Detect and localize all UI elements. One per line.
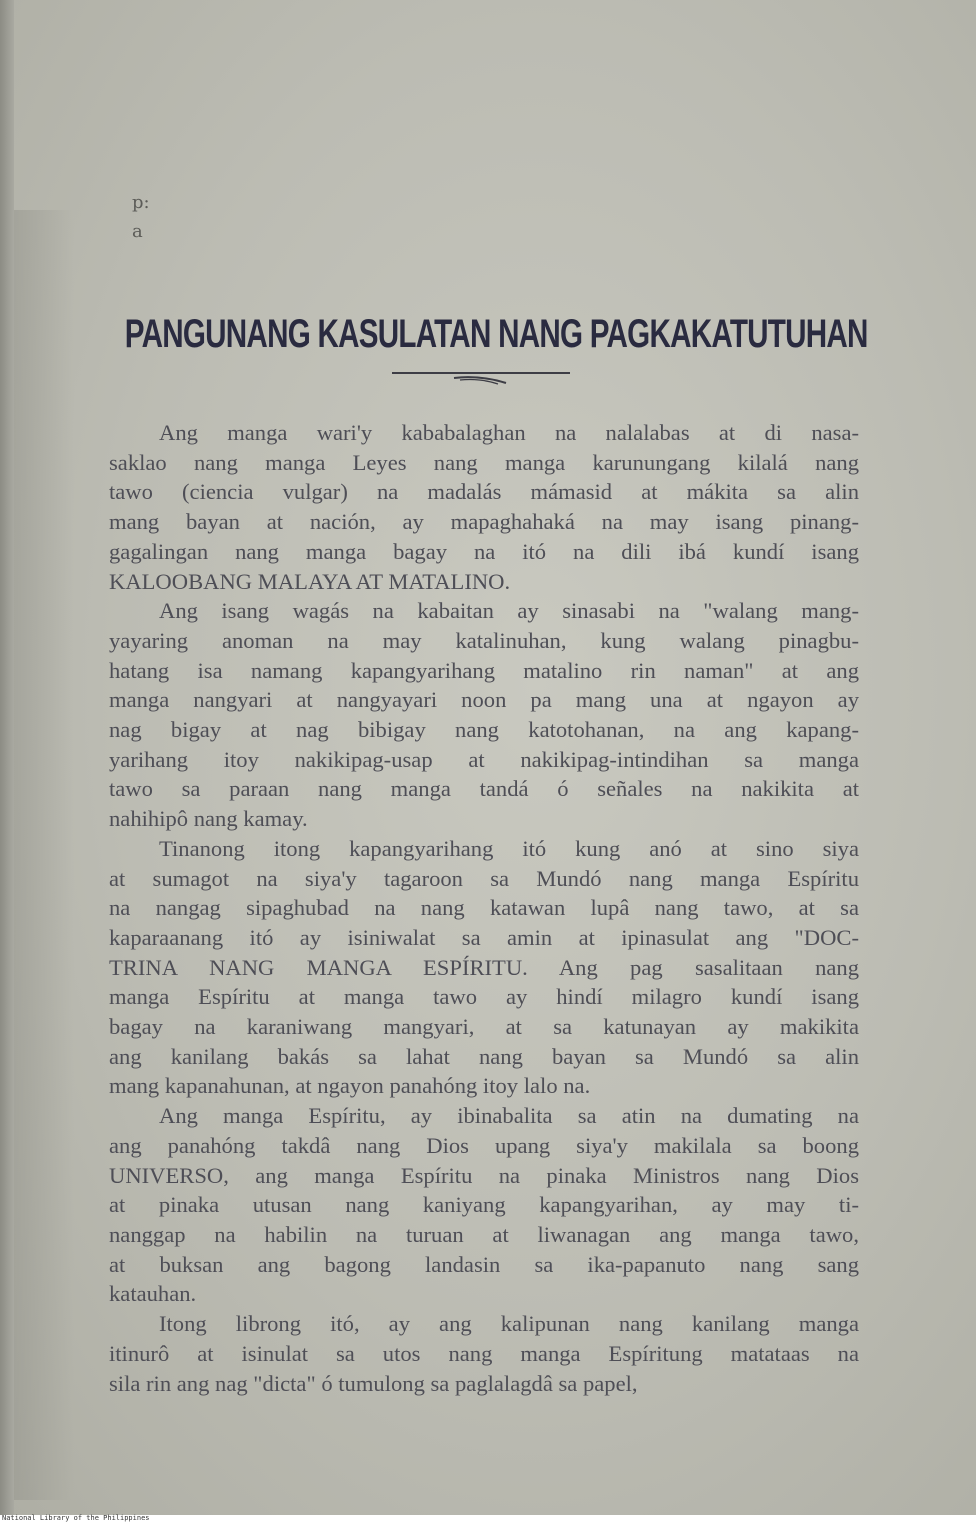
- paragraph-line: at buksan ang bagong landasin sa ika-papanuto nang sang: [109, 1251, 859, 1277]
- paragraph-line: Ang isang wagás na kabaitan ay sinasabi na "walang mang-: [159, 598, 859, 624]
- paragraph-line: Tinanong itong kapangyarihang itó kung anó at sino siya: [159, 835, 859, 861]
- paragraph-line: at pinaka utusan nang kaniyang kapangyarihan, ay may ti-: [109, 1192, 859, 1218]
- paragraph-line: hatang isa namang kapangyarihang matalino rin naman" at ang: [109, 657, 859, 683]
- paragraph-line: katauhan.: [109, 1281, 197, 1307]
- paragraph-line: tawo (ciencia vulgar) na madalás mámasid at mákita sa alin: [109, 479, 859, 505]
- paragraph-line: mang bayan at nación, ay mapaghahaká na may isang pinang-: [109, 509, 859, 535]
- page-binding-shadow: [14, 210, 74, 1500]
- paragraph-line: KALOOBANG MALAYA AT MATALINO.: [109, 568, 511, 594]
- paragraph-line: ang kanilang bakás sa lahat nang bayan sa Mundó sa alin: [109, 1043, 859, 1069]
- paragraph-line: TRINA NANG MANGA ESPÍRITU. Ang pag sasalitaan nang: [109, 954, 859, 980]
- paragraph-line: yayaring anoman na may katalinuhan, kung walang pinagbu-: [109, 627, 859, 653]
- margin-note-a: a: [132, 221, 143, 242]
- paragraph-line: mang kapanahunan, at ngayon panahóng itoy lalo na.: [109, 1073, 591, 1099]
- book-spine-edge: [0, 0, 14, 1515]
- paragraph-line: manga Espíritu at manga tawo ay hindí milagro kundí isang: [109, 984, 859, 1010]
- paragraph-line: nag bigay at nag bibigay nang katotohanan, na ang kapang-: [109, 717, 859, 743]
- paragraph-line: na nangag sipaghubad na nang katawan lupâ nang tawo, at sa: [109, 895, 859, 921]
- paragraph-line: Ang manga Espíritu, ay ibinabalita sa atin na dumating na: [159, 1103, 859, 1129]
- paragraph-line: Itong librong itó, ay ang kalipunan nang kanilang manga: [159, 1311, 859, 1337]
- paragraph-line: Ang manga wari'y kababalaghan na nalalabas at di nasa-: [159, 420, 859, 445]
- footer-credit: National Library of the Philippines: [2, 1514, 150, 1522]
- body-text: [109, 418, 859, 1398]
- paragraph-line: yarihang itoy nakikipag-usap at nakikipag-intindihan sa manga: [109, 746, 859, 772]
- paragraph-line: tawo sa paraan nang manga tandá ó señales na nakikita at: [109, 776, 859, 802]
- paragraph-line: gagalingan nang manga bagay na itó na dili ibá kundí isang: [109, 538, 859, 564]
- paragraph-line: nanggap na habilin na turuan at liwanagan ang manga tawo,: [109, 1221, 859, 1247]
- margin-note-p: p:: [132, 192, 150, 213]
- paragraph-line: UNIVERSO, ang manga Espíritu na pinaka Ministros nang Dios: [109, 1162, 859, 1188]
- paragraph-line: manga nangyari at nangyayari noon pa mang una at ngayon ay: [109, 687, 859, 713]
- paragraph-line: itinurô at isinulat sa utos nang manga Espíritung matataas na: [109, 1340, 859, 1366]
- paragraph-line: ang panahóng takdâ nang Dios upang siya'y makilala sa boong: [109, 1132, 859, 1158]
- paragraph-line: at sumagot na siya'y tagaroon sa Mundó nang manga Espíritu: [109, 865, 859, 891]
- title-flourish: [450, 374, 510, 386]
- paragraph-line: bagay na karaniwang mangyari, at sa katunayan ay makikita: [109, 1014, 859, 1040]
- paragraph-line: saklao nang manga Leyes nang manga karunungang kilalá nang: [109, 449, 859, 475]
- paragraph-line: kaparaanang itó ay isiniwalat sa amin at ipinasulat ang "DOC-: [109, 924, 859, 950]
- paragraph-line: sila rin ang nag "dicta" ó tumulong sa paglalagdâ sa papel,: [109, 1370, 638, 1396]
- chapter-title: PANGUNANG KASULATAN NANG PAGKAKATUTUHAN: [124, 312, 868, 356]
- paragraph-line: nahihipô nang kamay.: [109, 806, 308, 832]
